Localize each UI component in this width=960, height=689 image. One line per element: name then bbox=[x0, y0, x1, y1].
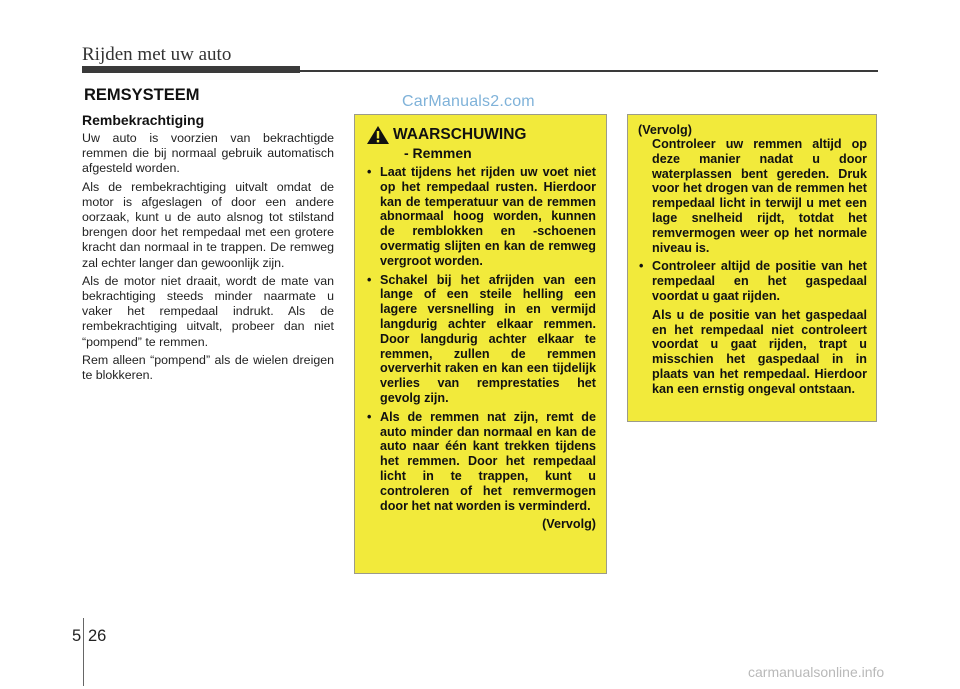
watermark-bottom: carmanualsonline.info bbox=[748, 664, 885, 680]
paragraph: Uw auto is voorzien van bekrachtigde remmen die bij normaal gebruik automatisch afgesteld worden. bbox=[82, 131, 334, 176]
list-item: • Als de remmen nat zijn, remt de auto minder dan normaal en kan de auto naar één kant trekken tijdens het remmen. Door het rempedaal licht in te trappen, kunt u controleren of het remvermogen door het nat worden is verminderd. bbox=[366, 410, 596, 514]
continuation-list bbox=[638, 259, 867, 396]
subsection-heading: Rembekrachtiging bbox=[82, 112, 205, 128]
warning-title: WAARSCHUWING bbox=[393, 126, 527, 143]
continued-label: (Vervolg) bbox=[638, 123, 692, 137]
page-header-title: Rijden met uw auto bbox=[82, 44, 232, 65]
page-number: 26 bbox=[88, 627, 107, 645]
header-rule-thick bbox=[82, 66, 300, 73]
chapter-number: 5 bbox=[72, 627, 82, 645]
continuation-paragraph: Controleer uw remmen altijd op deze manier nadat u door waterplassen bent gereden. Druk voor het drogen van de remmen het rempedaal licht in terwijl u met een lage snelheid rijdt, totdat het remvermogen weer op het normale niveau is. bbox=[652, 137, 867, 255]
warning-subtitle: - Remmen bbox=[404, 145, 472, 161]
list-item: • Schakel bij het afrijden van een lange of een steile helling een lagere versnelling in en vermijd langdurig achter elkaar remmen. Door langdurig achter elkaar te remmen, zullen de remmen oververhit raken en kan een tijdelijk verlies van remprestaties het gevolg zijn. bbox=[366, 273, 596, 406]
continuation-box bbox=[627, 114, 877, 422]
warning-triangle-icon bbox=[366, 125, 390, 145]
footer-divider bbox=[83, 618, 84, 686]
warning-box bbox=[354, 114, 607, 574]
list-item: • Laat tijdens het rijden uw voet niet op het rempedaal rusten. Hierdoor kan de temperatuur van de remmen abnormaal hoog worden, kunnen de remblokken en -schoenen overmatig slijten en kan de remweg vergroot worden. bbox=[366, 165, 596, 269]
paragraph: Rem alleen “pompend” als de wielen dreigen te blokkeren. bbox=[82, 352, 334, 383]
header-rule-thin bbox=[300, 70, 878, 72]
paragraph: Als de rembekrachtiging uitvalt omdat de motor is afgeslagen of door een andere oorzaak, kunt u de auto alsnog tot stilstand brengen door het rempedaal met een grotere kracht dan normaal in te trappen. De remweg zal echter langer dan gewoonlijk zijn. bbox=[82, 179, 334, 270]
watermark-top: CarManuals2.com bbox=[402, 93, 535, 110]
warning-list bbox=[366, 165, 596, 513]
list-item: • Controleer altijd de positie van het rempedaal en het gaspedaal voordat u gaat rijden. Als u de positie van het gaspedaal en het rempedaal niet controleert voordat u gaat rijden, trapt u misschien het gaspedaal in in plaats van het rempedaal. Hierdoor kan een ernstig ongeval ontstaan. bbox=[638, 259, 867, 396]
continued-label: (Vervolg) bbox=[542, 517, 596, 532]
paragraph: Als de motor niet draait, wordt de mate van bekrachtiging steeds minder naarmate u vaker het rempedaal indrukt. Als de rembekrachtiging uitvalt, probeer dan niet “pompend” te remmen. bbox=[82, 273, 334, 349]
section-title: REMSYSTEEM bbox=[84, 86, 200, 104]
warning-header bbox=[366, 125, 596, 145]
left-column bbox=[82, 112, 334, 386]
